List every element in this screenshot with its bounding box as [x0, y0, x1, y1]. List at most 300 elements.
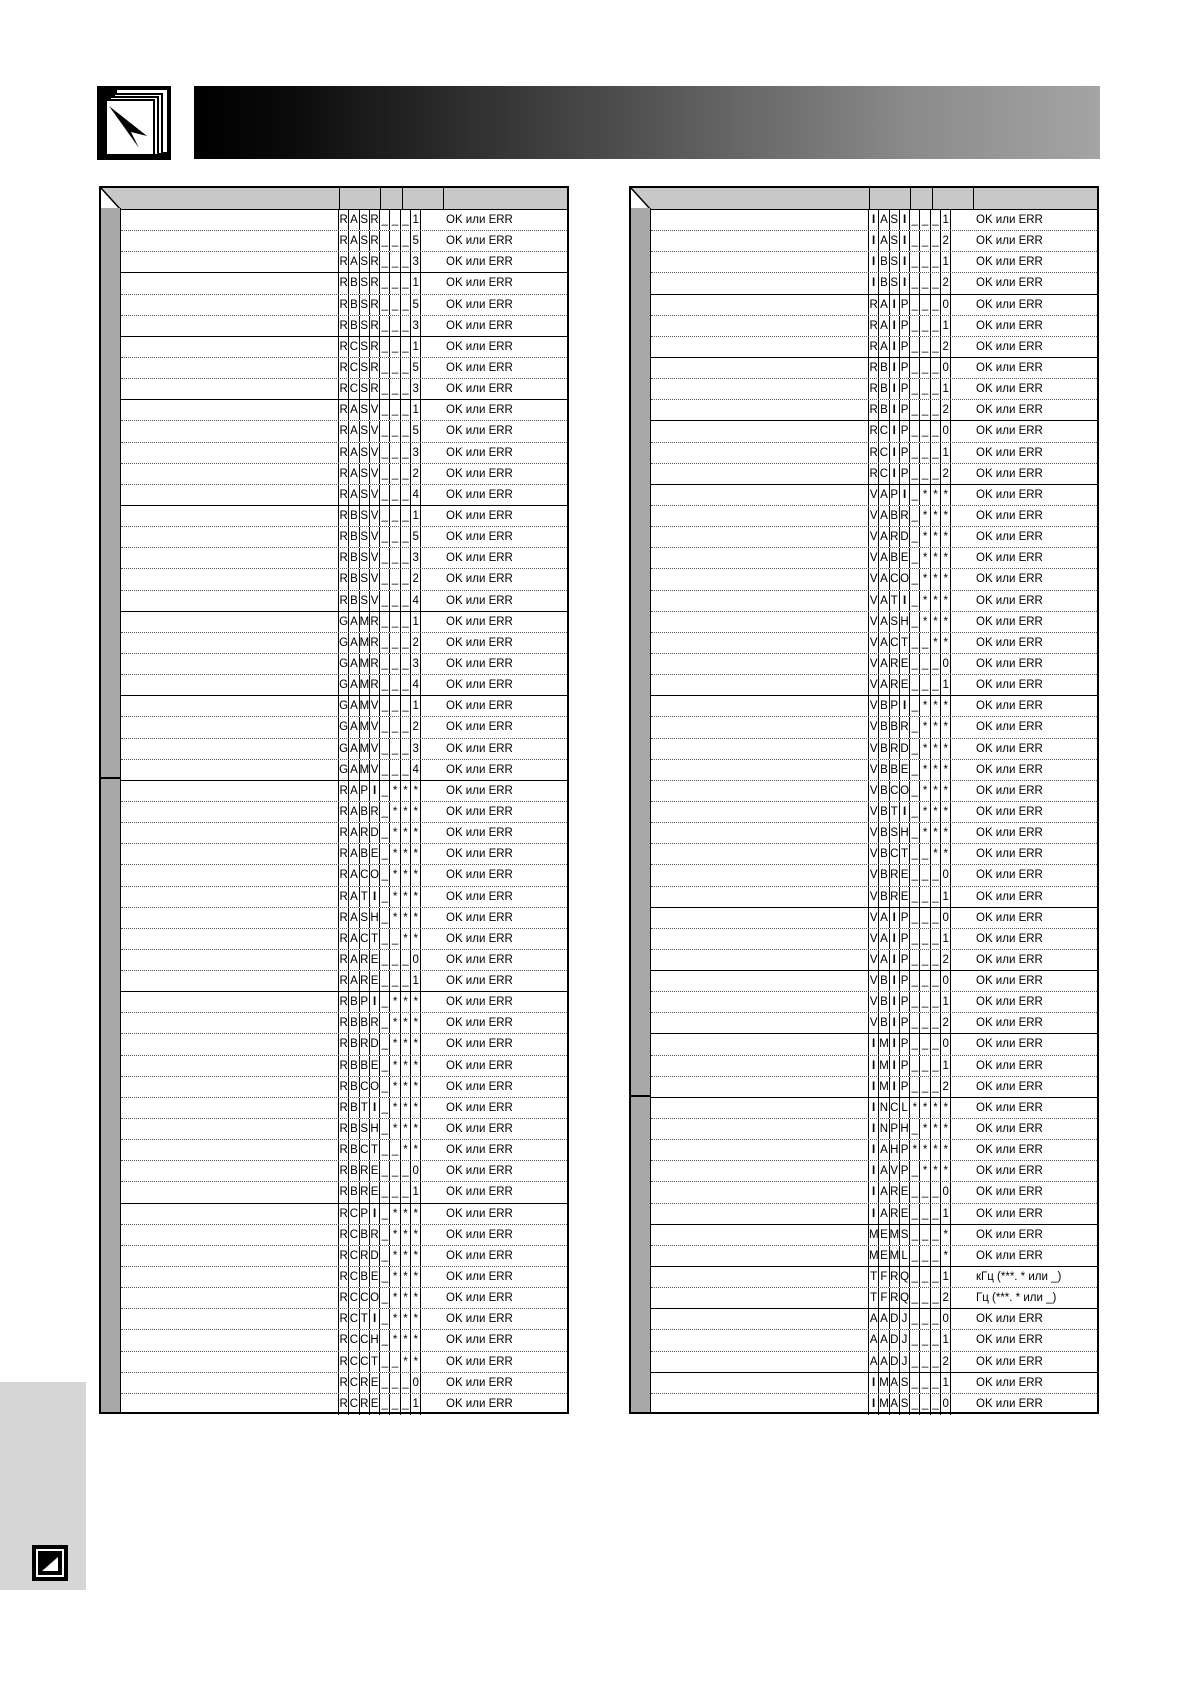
command-char: P — [900, 337, 910, 357]
row-description — [121, 1056, 339, 1076]
command-char: R — [370, 379, 380, 399]
command-char: _ — [920, 887, 930, 907]
command-char: S — [360, 464, 370, 484]
command-char: R — [869, 379, 879, 399]
command-code — [869, 802, 951, 822]
command-char: * — [931, 612, 941, 632]
return-value: OK или ERR — [976, 467, 1043, 480]
command-char: V — [869, 887, 879, 907]
row-description — [651, 1330, 869, 1350]
command-char: M — [879, 1077, 889, 1097]
command-char: _ — [390, 1140, 400, 1160]
command-char: E — [900, 654, 910, 674]
command-char: I — [869, 1394, 879, 1415]
command-char: _ — [390, 231, 400, 251]
command-char: A — [879, 950, 889, 970]
command-char: 1 — [941, 443, 951, 463]
command-char: _ — [380, 1352, 390, 1372]
command-char: P — [900, 1034, 910, 1054]
command-char: _ — [390, 210, 400, 230]
command-char: R — [339, 400, 349, 420]
table-row — [121, 612, 567, 633]
command-char: 1 — [941, 316, 951, 336]
command-char: J — [900, 1330, 910, 1350]
command-char: V — [370, 421, 380, 441]
command-char: _ — [380, 1288, 390, 1308]
command-char: _ — [401, 337, 411, 357]
command-char: _ — [931, 1246, 941, 1266]
command-char: * — [411, 1077, 421, 1097]
command-char: * — [390, 1034, 400, 1054]
command-char: I — [900, 273, 910, 293]
command-char: S — [890, 612, 900, 632]
command-char: G — [339, 739, 349, 759]
row-description — [651, 1309, 869, 1329]
row-description — [121, 1098, 339, 1118]
command-char: _ — [380, 464, 390, 484]
command-char: P — [360, 781, 370, 801]
command-char: * — [910, 1098, 920, 1118]
command-char: R — [890, 739, 900, 759]
command-char: * — [411, 1246, 421, 1266]
command-char: _ — [380, 485, 390, 505]
command-char: B — [879, 781, 889, 801]
command-char: * — [401, 1056, 411, 1076]
command-char: A — [869, 1330, 879, 1350]
command-char: 2 — [941, 273, 951, 293]
command-char: _ — [910, 1288, 920, 1308]
command-char: G — [339, 760, 349, 780]
command-char: V — [869, 1013, 879, 1033]
command-char: B — [879, 273, 889, 293]
command-char: H — [900, 612, 910, 632]
return-value: OK или ERR — [446, 657, 513, 670]
row-description — [121, 1246, 339, 1266]
command-char: * — [920, 1140, 930, 1160]
row-description — [121, 823, 339, 843]
command-char: _ — [920, 1330, 930, 1350]
command-char: 0 — [941, 1182, 951, 1202]
command-char: I — [370, 781, 380, 801]
command-char: Q — [900, 1267, 910, 1287]
command-char: * — [941, 781, 951, 801]
row-description — [121, 1288, 339, 1308]
table-rows — [121, 210, 567, 1415]
command-char: * — [941, 548, 951, 568]
command-char: A — [879, 675, 889, 695]
command-code — [869, 506, 951, 526]
row-description — [651, 1098, 869, 1118]
command-char: S — [360, 591, 370, 611]
row-description — [121, 295, 339, 315]
command-char: V — [869, 548, 879, 568]
command-code — [339, 929, 421, 949]
command-char: 0 — [411, 1161, 421, 1181]
command-char: * — [941, 717, 951, 737]
return-value: OK или ERR — [446, 1144, 513, 1157]
table-row — [121, 696, 567, 717]
return-value: OK или ERR — [976, 1101, 1043, 1114]
command-char: _ — [401, 950, 411, 970]
table-row — [121, 1013, 567, 1034]
command-char: _ — [931, 971, 941, 991]
command-char: _ — [390, 506, 400, 526]
command-char: P — [360, 992, 370, 1012]
command-char: 1 — [941, 379, 951, 399]
command-char: 5 — [411, 358, 421, 378]
command-char: _ — [401, 273, 411, 293]
command-char: 0 — [411, 1373, 421, 1393]
command-char: * — [931, 1098, 941, 1118]
command-char: 1 — [941, 1204, 951, 1224]
command-code — [869, 231, 951, 251]
command-code — [339, 295, 421, 315]
command-char: 1 — [411, 971, 421, 991]
return-value: OK или ERR — [976, 1017, 1043, 1030]
command-char: M — [879, 1394, 889, 1415]
command-code — [339, 231, 421, 251]
table-row — [651, 802, 1097, 823]
command-code — [869, 337, 951, 357]
command-char: A — [879, 506, 889, 526]
command-char: * — [920, 527, 930, 547]
command-char: D — [900, 739, 910, 759]
command-char: E — [900, 675, 910, 695]
command-char: C — [879, 421, 889, 441]
row-description — [651, 739, 869, 759]
command-char: * — [411, 823, 421, 843]
command-char: _ — [910, 316, 920, 336]
command-char: _ — [380, 887, 390, 907]
command-char: S — [360, 485, 370, 505]
command-char: _ — [380, 971, 390, 991]
command-char: * — [411, 1225, 421, 1245]
command-char: R — [869, 400, 879, 420]
command-char: O — [370, 865, 380, 885]
command-code — [869, 316, 951, 336]
return-value: OK или ERR — [446, 1123, 513, 1136]
command-char: _ — [380, 252, 390, 272]
row-description — [651, 675, 869, 695]
header-notch — [101, 188, 121, 210]
command-char: R — [339, 548, 349, 568]
table-row — [651, 337, 1097, 358]
return-value: OK или ERR — [446, 742, 513, 755]
table-row — [651, 1182, 1097, 1203]
return-value: OK или ERR — [976, 784, 1043, 797]
command-char: I — [869, 1056, 879, 1076]
command-char: O — [900, 781, 910, 801]
command-code — [869, 252, 951, 272]
command-char: E — [370, 1373, 380, 1393]
table-row — [121, 823, 567, 844]
table-row — [121, 1373, 567, 1394]
row-description — [651, 696, 869, 716]
return-value: OK или ERR — [446, 467, 513, 480]
command-char: B — [890, 506, 900, 526]
command-char: * — [920, 569, 930, 589]
command-code — [869, 739, 951, 759]
command-code — [339, 844, 421, 864]
command-char: R — [360, 1394, 370, 1415]
command-char: * — [411, 1288, 421, 1308]
command-char: _ — [920, 992, 930, 1012]
command-char: _ — [910, 950, 920, 970]
command-char: * — [401, 823, 411, 843]
command-char: V — [869, 506, 879, 526]
command-char: 4 — [411, 485, 421, 505]
return-value: OK или ERR — [446, 1080, 513, 1093]
command-char: A — [879, 485, 889, 505]
return-value: OK или ERR — [446, 953, 513, 966]
command-char: _ — [920, 358, 930, 378]
row-description — [121, 358, 339, 378]
command-char: _ — [380, 379, 390, 399]
row-description — [651, 400, 869, 420]
return-value: OK или ERR — [976, 827, 1043, 840]
command-char: _ — [401, 675, 411, 695]
command-char: _ — [910, 485, 920, 505]
command-char: C — [890, 844, 900, 864]
command-char: * — [401, 992, 411, 1012]
return-value: OK или ERR — [976, 1207, 1043, 1220]
command-code — [869, 591, 951, 611]
table-row — [651, 844, 1097, 865]
table-row — [121, 1119, 567, 1140]
command-code — [869, 1182, 951, 1202]
command-char: M — [360, 612, 370, 632]
command-char: B — [879, 358, 889, 378]
command-char: _ — [390, 1373, 400, 1393]
row-description — [121, 1330, 339, 1350]
command-char: _ — [931, 1373, 941, 1393]
command-char: R — [339, 887, 349, 907]
command-char: I — [869, 1119, 879, 1139]
command-char: S — [900, 1373, 910, 1393]
command-char: _ — [931, 358, 941, 378]
row-description — [121, 1140, 339, 1160]
command-char: G — [339, 612, 349, 632]
command-code — [339, 1013, 421, 1033]
command-code — [339, 781, 421, 801]
command-char: _ — [910, 612, 920, 632]
command-char: _ — [380, 1161, 390, 1181]
table-row — [651, 1246, 1097, 1267]
row-description — [121, 400, 339, 420]
command-char: _ — [920, 971, 930, 991]
command-char: T — [869, 1288, 879, 1308]
command-char: P — [900, 929, 910, 949]
command-char: R — [370, 252, 380, 272]
return-value: OK или ERR — [976, 361, 1043, 374]
command-char: R — [339, 210, 349, 230]
command-char: E — [900, 887, 910, 907]
command-char: * — [411, 865, 421, 885]
row-description — [121, 569, 339, 589]
command-char: _ — [910, 654, 920, 674]
command-char: R — [339, 1309, 349, 1329]
command-code — [339, 1352, 421, 1372]
command-char: _ — [380, 400, 390, 420]
command-char: B — [360, 1056, 370, 1076]
command-char: * — [411, 992, 421, 1012]
command-char: I — [890, 316, 900, 336]
command-char: * — [941, 696, 951, 716]
command-code — [339, 443, 421, 463]
row-description — [121, 464, 339, 484]
command-char: B — [349, 1098, 359, 1118]
command-char: I — [890, 1034, 900, 1054]
command-char: 1 — [941, 1330, 951, 1350]
return-value: OK или ERR — [446, 594, 513, 607]
command-char: A — [879, 612, 889, 632]
command-char: R — [339, 443, 349, 463]
table-row — [121, 485, 567, 506]
table-row — [651, 823, 1097, 844]
row-description — [121, 379, 339, 399]
table-row — [651, 1161, 1097, 1182]
command-char: _ — [931, 1330, 941, 1350]
command-char: * — [390, 1330, 400, 1350]
command-char: A — [349, 950, 359, 970]
table-row — [121, 675, 567, 696]
command-char: Q — [900, 1288, 910, 1308]
command-char: * — [390, 1119, 400, 1139]
table-row — [651, 1394, 1097, 1415]
command-char: R — [339, 337, 349, 357]
command-char: H — [370, 908, 380, 928]
command-char: * — [401, 929, 411, 949]
row-description — [121, 929, 339, 949]
table-row — [651, 633, 1097, 654]
table-row — [651, 1373, 1097, 1394]
command-char: _ — [931, 1394, 941, 1415]
return-value: OK или ERR — [446, 298, 513, 311]
row-description — [651, 1056, 869, 1076]
command-char: _ — [390, 485, 400, 505]
command-char: 2 — [941, 1013, 951, 1033]
command-char: B — [349, 591, 359, 611]
command-char: _ — [380, 823, 390, 843]
row-description — [651, 781, 869, 801]
table-row — [651, 1140, 1097, 1161]
command-char: * — [401, 1204, 411, 1224]
command-char: A — [349, 633, 359, 653]
command-char: _ — [380, 844, 390, 864]
command-char: _ — [401, 400, 411, 420]
command-char: 1 — [941, 1267, 951, 1287]
row-description — [121, 1204, 339, 1224]
table-row — [121, 1161, 567, 1182]
row-description — [121, 421, 339, 441]
command-char: H — [370, 1330, 380, 1350]
command-char: R — [339, 316, 349, 336]
command-char: _ — [920, 633, 930, 653]
command-char: _ — [920, 929, 930, 949]
table-row — [121, 1077, 567, 1098]
command-code — [339, 950, 421, 970]
command-char: B — [360, 1267, 370, 1287]
command-char: _ — [920, 421, 930, 441]
command-char: V — [370, 696, 380, 716]
command-char: _ — [931, 273, 941, 293]
command-char: V — [869, 971, 879, 991]
return-value: OK или ERR — [446, 1101, 513, 1114]
return-value: OK или ERR — [446, 509, 513, 522]
command-char: I — [890, 950, 900, 970]
command-code — [869, 443, 951, 463]
command-char: S — [360, 231, 370, 251]
table-row — [651, 295, 1097, 316]
command-char: _ — [390, 654, 400, 674]
command-code — [339, 464, 421, 484]
row-description — [121, 612, 339, 632]
return-value: OK или ERR — [446, 1334, 513, 1347]
command-char: E — [370, 1182, 380, 1202]
command-char: R — [339, 569, 349, 589]
command-char: _ — [390, 717, 400, 737]
command-char: _ — [910, 781, 920, 801]
command-char: * — [941, 591, 951, 611]
command-char: _ — [380, 1330, 390, 1350]
command-char: R — [339, 1267, 349, 1287]
command-char: _ — [390, 443, 400, 463]
command-code — [339, 485, 421, 505]
command-char: R — [339, 1098, 349, 1118]
command-char: * — [401, 844, 411, 864]
command-char: _ — [910, 1373, 920, 1393]
command-char: _ — [931, 1182, 941, 1202]
command-char: S — [360, 443, 370, 463]
command-char: C — [360, 1330, 370, 1350]
table-row — [121, 717, 567, 738]
command-char: P — [900, 1140, 910, 1160]
command-char: _ — [390, 739, 400, 759]
command-char: V — [869, 654, 879, 674]
return-value: OK или ERR — [446, 975, 513, 988]
command-code — [339, 1034, 421, 1054]
command-char: R — [339, 1140, 349, 1160]
command-char: C — [890, 633, 900, 653]
command-char: _ — [380, 1246, 390, 1266]
command-char: _ — [910, 252, 920, 272]
command-char: _ — [931, 675, 941, 695]
return-value: OK или ERR — [976, 235, 1043, 248]
command-char: B — [360, 802, 370, 822]
command-char: _ — [920, 1056, 930, 1076]
return-value: OK или ERR — [976, 1144, 1043, 1157]
command-char: _ — [910, 421, 920, 441]
command-char: R — [339, 1182, 349, 1202]
command-char: _ — [910, 992, 920, 1012]
return-value: OK или ERR — [976, 319, 1043, 332]
command-char: _ — [380, 1182, 390, 1202]
command-char: S — [360, 1119, 370, 1139]
command-char: _ — [920, 443, 930, 463]
command-char: I — [900, 591, 910, 611]
command-char: B — [890, 548, 900, 568]
command-char: V — [370, 717, 380, 737]
command-code — [869, 1394, 951, 1415]
return-value: OK или ERR — [976, 636, 1043, 649]
command-char: _ — [920, 1309, 930, 1329]
command-char: I — [869, 1034, 879, 1054]
command-code — [339, 591, 421, 611]
table-row — [121, 1204, 567, 1225]
command-char: _ — [401, 379, 411, 399]
command-char: * — [401, 1140, 411, 1160]
table-row — [651, 1288, 1097, 1309]
